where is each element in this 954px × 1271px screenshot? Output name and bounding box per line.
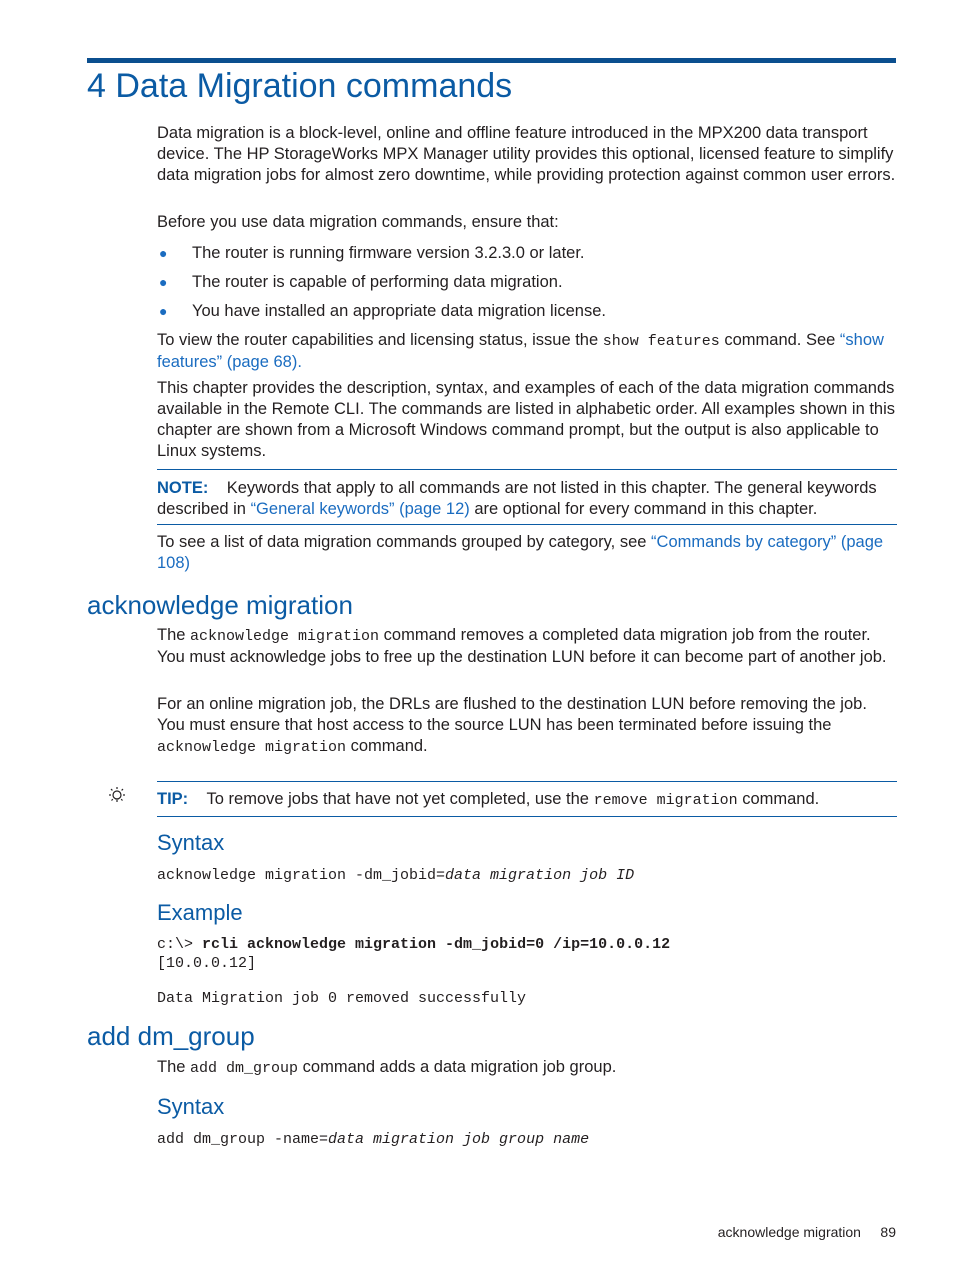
text-run: command.	[346, 737, 428, 755]
note-box	[157, 469, 897, 525]
code-text: acknowledge migration -dm_jobid=	[157, 867, 446, 884]
example-heading: Example	[157, 900, 243, 925]
code-line: [10.0.0.12]	[157, 955, 257, 972]
bullet-icon: ●	[159, 274, 168, 290]
tip-box	[157, 781, 897, 817]
intro-paragraph: Data migration is a block-level, online and offline feature introduced in the MPX200 data transport device. The HP StorageWorks MPX Manager utility provides this optional, licensed feature to simplify data migration jobs for almost zero downtime, while providing protection against common user errors.	[157, 124, 896, 184]
footer-section: acknowledge migration	[717, 1224, 861, 1240]
code-line	[157, 935, 897, 954]
capabilities-paragraph	[157, 330, 897, 373]
chapter-description: This chapter provides the description, syntax, and examples of each of the data migration commands available in the Remote CLI. The commands are listed in alphabetic order. All examples shown in this chapter are shown from a Microsoft Windows command prompt, but the output is also applicable to Linux systems.	[157, 379, 896, 460]
prerequisites-list	[157, 243, 897, 322]
text-run: For an online migration job, the DRLs are flushed to the destination LUN before removing the job. You must ensure that host access to the source LUN has been terminated before issuing the	[157, 695, 867, 734]
ack-description	[157, 625, 897, 668]
code-text: add dm_group -name=	[157, 1131, 329, 1148]
text-run: To remove jobs that have not yet completed, use the	[206, 790, 594, 808]
text-run: command adds a data migration job group.	[298, 1058, 617, 1076]
text-run: The	[157, 626, 191, 644]
chapter-title: 4 Data Migration commands	[87, 67, 513, 105]
text-run: .	[297, 353, 302, 371]
commands-by-category-link[interactable]: “Commands by category” (page 108)	[157, 533, 884, 572]
text-run: Keywords that apply to all commands are not listed in this chapter. The general keywords described in	[157, 479, 877, 518]
text-run: command removes a completed data migration job from the router. You must acknowledge jobs to free up the destination LUN before it can become part of another job.	[157, 626, 887, 666]
note-label: NOTE:	[157, 479, 209, 497]
inline-code: acknowledge migration	[157, 739, 347, 756]
list-item	[157, 243, 897, 264]
inline-code: add dm_group	[190, 1060, 299, 1077]
text-run: To see a list of data migration commands grouped by category, see	[157, 533, 652, 551]
show-features-link[interactable]: “show features” (page 68)	[157, 331, 884, 371]
code-variable: data migration job ID	[445, 867, 635, 884]
list-item-text: You have installed an appropriate data migration license.	[192, 302, 606, 320]
list-item	[157, 272, 897, 293]
section-heading: acknowledge migration	[87, 590, 353, 620]
inline-code: remove migration	[593, 792, 738, 809]
syntax-heading: Syntax	[157, 1094, 225, 1119]
code-variable: data migration job group name	[328, 1131, 590, 1148]
page-number: 89	[880, 1224, 896, 1240]
bullet-icon: ●	[159, 245, 168, 261]
note-text	[157, 478, 897, 520]
list-item	[157, 301, 897, 322]
tip-text	[157, 789, 897, 811]
syntax-code	[157, 866, 897, 885]
code-line: Data Migration job 0 removed successfully	[157, 990, 527, 1007]
top-rule	[87, 58, 896, 63]
list-item-text: The router is running firmware version 3.2.3.0 or later.	[192, 244, 585, 262]
text-run: command. See	[719, 331, 840, 349]
text-run: are optional for every command in this chapter.	[469, 500, 818, 518]
tip-label: TIP:	[157, 790, 189, 808]
code-command: rcli acknowledge migration -dm_jobid=0 /ip=10.0.0.12	[202, 936, 671, 953]
syntax-heading: Syntax	[157, 830, 225, 855]
text-run: The	[157, 1058, 191, 1076]
general-keywords-link[interactable]: “General keywords” (page 12)	[250, 500, 470, 518]
inline-code: acknowledge migration	[190, 628, 380, 645]
inline-code: show features	[602, 333, 720, 350]
section-heading: add dm_group	[87, 1021, 255, 1051]
bullet-icon: ●	[159, 303, 168, 319]
add-description	[157, 1057, 897, 1079]
syntax-code	[157, 1130, 897, 1149]
example-code-block	[157, 935, 897, 1008]
code-prompt: c:\>	[157, 936, 203, 953]
prerequisites-intro: Before you use data migration commands, ensure that:	[157, 213, 559, 231]
text-run: To view the router capabilities and licensing status, issue the	[157, 331, 603, 349]
text-run: command.	[737, 790, 820, 808]
ack-online-paragraph	[157, 694, 897, 758]
page-footer	[700, 1222, 896, 1243]
lightbulb-icon	[106, 785, 128, 807]
commands-category-paragraph	[157, 532, 897, 574]
list-item-text: The router is capable of performing data migration.	[192, 273, 563, 291]
